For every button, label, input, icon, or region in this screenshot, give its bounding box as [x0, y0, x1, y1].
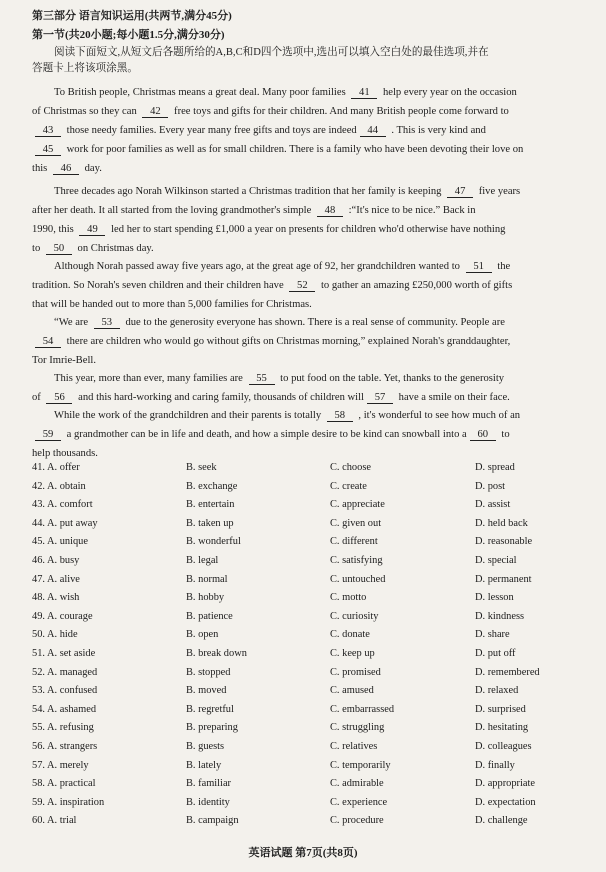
option-choice: D. assist [475, 499, 511, 511]
blank-number: 56 [46, 392, 72, 404]
passage-line [32, 354, 580, 367]
passage-text: to put food on the table. Yet, thanks to the generosity [277, 373, 505, 384]
option-choice: 45. A. unique [32, 536, 88, 548]
option-choice: B. campaign [186, 815, 239, 827]
instruction-line-1: 阅读下面短文,从短文后各题所给的A,B,C和D四个选项中,选出可以填入空白处的最佳选项,并在 [54, 47, 489, 58]
passage-line [32, 298, 580, 311]
passage-line [32, 162, 580, 175]
passage-text: there are children who would go without gifts on Christmas morning,” explained Norah's granddaughter, [64, 336, 511, 347]
option-choice: 50. A. hide [32, 629, 78, 641]
section-subheading: 第一节(共20小题;每小题1.5分,满分30分) [32, 29, 225, 41]
passage-text: this [32, 163, 50, 174]
option-choice: D. permanent [475, 573, 532, 585]
option-choice: D. post [475, 480, 506, 492]
option-choice: D. reasonable [475, 536, 533, 548]
blank-number: 43 [35, 125, 61, 137]
passage-text: of Christmas so they can [32, 106, 140, 117]
option-row [32, 496, 582, 514]
passage-text: on Christmas day. [74, 243, 154, 254]
blank-number: 60 [470, 429, 496, 441]
option-choice: C. embarrassed [330, 703, 395, 715]
option-choice: C. untouched [330, 573, 386, 585]
option-choice: B. regretful [186, 703, 234, 715]
option-choice: C. satisfying [330, 555, 383, 566]
passage-text: to [32, 243, 43, 254]
passage-text: after her death. It all started from the loving grandmother's simple [32, 205, 314, 216]
option-choice: B. stopped [186, 666, 231, 678]
option-choice: D. finally [475, 759, 515, 771]
option-choice: C. amused [330, 685, 374, 697]
blank-number: 50 [46, 243, 72, 255]
passage-text: have a smile on their face. [396, 392, 510, 403]
option-choice: C. create [330, 480, 367, 492]
blank-number: 54 [35, 336, 61, 348]
option-choice: C. choose [330, 462, 371, 473]
passage-text: led her to start spending £1,000 a year on presents for children who'd otherwise have nothing [108, 224, 506, 235]
option-choice: 48. A. wish [32, 592, 80, 604]
option-row [32, 738, 582, 756]
option-choice: 49. A. courage [32, 610, 93, 622]
blank-number: 53 [94, 317, 120, 329]
passage-line [32, 185, 580, 198]
option-choice: D. appropriate [475, 778, 536, 790]
option-row [32, 608, 582, 626]
blank-number: 47 [447, 186, 473, 198]
blank-number: 51 [466, 261, 492, 273]
passage-text: five years [476, 186, 521, 197]
option-choice: C. different [330, 536, 378, 548]
blank-number: 58 [327, 410, 353, 422]
option-choice: C. temporarily [330, 759, 391, 771]
passage-text: . This is very kind and [388, 125, 486, 136]
option-row [32, 589, 582, 607]
option-choice: 43. A. comfort [32, 499, 93, 511]
passage-text: This year, more than ever, many families are [54, 373, 246, 384]
passage-text: help every year on the occasion [380, 87, 517, 98]
option-choice: 42. A. obtain [32, 480, 86, 492]
option-choice: 55. A. refusing [32, 722, 94, 734]
option-choice: B. break down [186, 648, 247, 659]
blank-number: 48 [317, 205, 343, 217]
option-choice: D. held back [475, 517, 528, 529]
option-row [32, 515, 582, 533]
option-choice: C. appreciate [330, 499, 385, 511]
option-row [32, 571, 582, 589]
option-choice: C. given out [330, 517, 382, 529]
option-choice: B. exchange [186, 480, 238, 492]
option-choice: 57. A. merely [32, 759, 89, 771]
passage-text: to gather an amazing £250,000 worth of gifts [318, 280, 513, 291]
passage-line [32, 391, 580, 404]
blank-number: 55 [249, 373, 275, 385]
passage-line [32, 335, 580, 348]
option-choice: 60. A. trial [32, 815, 77, 827]
option-choice: D. hesitating [475, 722, 529, 734]
option-choice: C. admirable [330, 778, 384, 790]
option-row [32, 626, 582, 644]
passage-text: tradition. So Norah's seven children and their children have [32, 280, 287, 291]
option-choice: C. motto [330, 592, 367, 604]
option-choice: D. relaxed [475, 685, 519, 697]
passage-text: While the work of the grandchildren and their parents is totally [54, 410, 324, 421]
option-choice: C. procedure [330, 815, 384, 827]
option-choice: D. surprised [475, 703, 526, 715]
passage-text: Although Norah passed away five years ago, at the great age of 92, her grandchildren wanted to [54, 261, 463, 272]
option-choice: C. donate [330, 629, 370, 641]
passage-line [32, 409, 580, 422]
option-choice: B. guests [186, 741, 225, 752]
option-choice: D. expectation [475, 796, 536, 808]
passage-line [32, 242, 580, 255]
option-choice: 59. A. inspiration [32, 796, 105, 808]
passage-line [32, 105, 580, 118]
option-row [32, 682, 582, 700]
option-choice: B. open [186, 629, 219, 641]
option-choice: B. seek [186, 462, 217, 473]
option-choice: D. remembered [475, 666, 540, 678]
passage-line [32, 279, 580, 292]
option-choice: 54. A. ashamed [32, 703, 97, 715]
passage-text: free toys and gifts for their children. And many British people come forward to [171, 106, 509, 117]
section-heading: 第三部分 语言知识运用(共两节,满分45分) [32, 10, 232, 22]
option-choice: C. curiosity [330, 610, 379, 622]
passage-line [32, 316, 580, 329]
option-choice: D. kindness [475, 610, 525, 622]
option-row [32, 478, 582, 496]
passage-text: work for poor families as well as for small children. There is a family who have been devoting their love on [64, 144, 524, 155]
option-choice: 58. A. practical [32, 778, 96, 790]
option-choice: 47. A. alive [32, 573, 80, 585]
option-row [32, 552, 582, 570]
option-choice: 51. A. set aside [32, 648, 96, 659]
passage-text: day. [81, 163, 102, 174]
option-choice: B. moved [186, 685, 227, 697]
passage-line [32, 372, 580, 385]
passage-text: 1990, this [32, 224, 77, 235]
option-choice: 53. A. confused [32, 685, 98, 697]
option-choice: B. taken up [186, 517, 234, 529]
passage-line [32, 428, 580, 441]
option-row [32, 459, 582, 477]
option-row [32, 794, 582, 812]
option-row [32, 701, 582, 719]
option-choice: 44. A. put away [32, 517, 98, 529]
option-row [32, 664, 582, 682]
option-choice: D. lesson [475, 592, 514, 604]
option-choice: B. preparing [186, 722, 238, 734]
option-choice: D. share [475, 629, 510, 641]
passage-line [32, 143, 580, 156]
option-choice: B. familiar [186, 778, 232, 790]
passage-text: that will be handed out to more than 5,000 families for Christmas. [32, 299, 312, 310]
passage-text: those needy families. Every year many free gifts and toys are indeed [64, 125, 357, 136]
option-row [32, 645, 582, 663]
option-choice: D. colleagues [475, 741, 532, 752]
blank-number: 46 [53, 163, 79, 175]
blank-number: 49 [79, 224, 105, 236]
passage-line [32, 204, 580, 217]
option-choice: B. patience [186, 610, 233, 622]
passage-text: Tor Imrie-Bell. [32, 355, 96, 366]
option-choice: B. identity [186, 796, 230, 808]
instruction-line-2: 答题卡上将该项涂黑。 [32, 63, 138, 74]
blank-number: 52 [289, 280, 315, 292]
option-choice: C. keep up [330, 648, 375, 659]
option-choice: 52. A. managed [32, 666, 98, 678]
option-choice: B. entertain [186, 499, 235, 511]
blank-number: 57 [367, 392, 393, 404]
passage-text: the [494, 261, 511, 272]
passage-line [32, 260, 580, 273]
passage-text: and this hard-working and caring family, thousands of children will [75, 392, 364, 403]
passage-text: help thousands. [32, 448, 98, 459]
passage-line [32, 223, 580, 236]
option-row [32, 812, 582, 830]
option-choice: D. challenge [475, 815, 528, 827]
passage-line [32, 86, 580, 99]
option-choice: 41. A. offer [32, 462, 80, 473]
passage-text: To British people, Christmas means a great deal. Many poor families [54, 87, 349, 98]
option-choice: C. experience [330, 796, 388, 808]
passage-text: Three decades ago Norah Wilkinson started a Christmas tradition that her family is keeping [54, 186, 445, 197]
passage-text: “We are [54, 317, 91, 328]
option-choice: B. wonderful [186, 536, 241, 548]
option-choice: 46. A. busy [32, 555, 80, 566]
option-choice: D. special [475, 555, 517, 566]
option-row [32, 775, 582, 793]
option-choice: D. put off [475, 648, 516, 659]
passage-text: due to the generosity everyone has shown. There is a real sense of community. People are [122, 317, 505, 328]
option-choice: C. promised [330, 666, 381, 678]
passage-text: of [32, 392, 44, 403]
option-choice: D. spread [475, 462, 515, 473]
option-choice: B. lately [186, 759, 222, 771]
option-choice: C. struggling [330, 722, 385, 734]
passage-text: to [498, 429, 510, 440]
blank-number: 45 [35, 144, 61, 156]
option-row [32, 757, 582, 775]
page-footer: 英语试题 第7页(共8页) [248, 847, 358, 859]
option-row [32, 719, 582, 737]
blank-number: 44 [360, 125, 386, 137]
option-choice: B. hobby [186, 592, 225, 604]
option-choice: B. normal [186, 573, 228, 585]
passage-line [32, 124, 580, 137]
blank-number: 59 [35, 429, 61, 441]
option-choice: B. legal [186, 555, 219, 566]
blank-number: 41 [351, 87, 377, 99]
option-choice: 56. A. strangers [32, 741, 98, 752]
passage-text: :“It's nice to be nice.” Back in [345, 205, 476, 216]
option-row [32, 533, 582, 551]
option-choice: C. relatives [330, 741, 378, 752]
blank-number: 42 [142, 106, 168, 118]
passage-text: a grandmother can be in life and death, and how a simple desire to be kind can snowball into a [64, 429, 467, 440]
passage-text: , it's wonderful to see how much of an [355, 410, 521, 421]
